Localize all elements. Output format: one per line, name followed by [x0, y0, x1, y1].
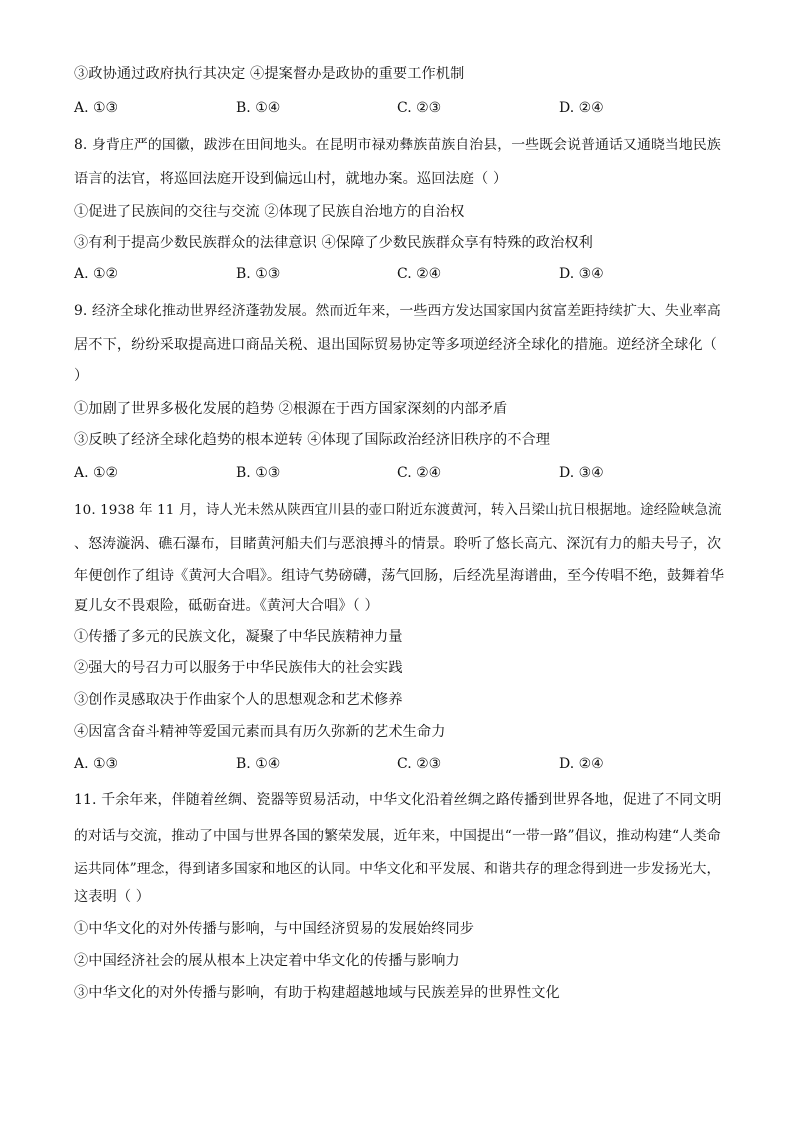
q9-statement-line-2: ③反映了经济全球化趋势的根本逆转 ④体现了国际政治经济旧秩序的不合理 — [74, 432, 551, 448]
q8-option-c[interactable]: C. ②④ — [397, 266, 442, 282]
q10-statement-1: ①传播了多元的民族文化，凝聚了中华民族精神力量 — [74, 629, 403, 645]
q8-stem-line-2: 语言的法官，将巡回法庭开设到偏远山村，就地办案。巡回法庭（ ） — [74, 171, 508, 187]
q10-statement-3: ③创作灵感取决于作曲家个人的思想观念和艺术修养 — [74, 692, 403, 708]
q9-option-b[interactable]: B. ①③ — [236, 465, 281, 481]
q11-stem-line-4: 这表明（ ） — [74, 889, 151, 905]
q9-option-c[interactable]: C. ②④ — [397, 465, 442, 481]
q9-options — [74, 463, 724, 483]
q11-stem-line-1: 11. 千余年来，伴随着丝绸、瓷器等贸易活动，中华文化沿着丝绸之路传播到世界各地，促进了不同文明 — [74, 792, 722, 808]
q10-options — [74, 754, 724, 774]
q8-option-a[interactable]: A. ①② — [74, 266, 119, 282]
q10-option-b[interactable]: B. ①④ — [236, 756, 281, 772]
q8-option-d[interactable]: D. ③④ — [559, 266, 604, 282]
q11-stem-line-3: 运共同体”理念，得到诸多国家和地区的认同。中华文化和平发展、和谐共存的理念得到进一步发扬光大， — [74, 861, 721, 877]
q10-stem-line-3: 年便创作了组诗《黄河大合唱》。组诗气势磅礴，荡气回肠，后经冼星海谱曲，至今传唱不绝，鼓舞着华 — [74, 568, 725, 584]
q10-option-d[interactable]: D. ②④ — [559, 756, 604, 772]
q9-stem-line-3: ） — [74, 368, 89, 384]
q9-option-d[interactable]: D. ③④ — [559, 465, 604, 481]
q7-statement-line: ③政协通过政府执行其决定 ④提案督办是政协的重要工作机制 — [74, 66, 465, 82]
q7-option-b[interactable]: B. ①④ — [236, 100, 281, 116]
q9-option-a[interactable]: A. ①② — [74, 465, 119, 481]
q9-stem-line-2: 居不下，纷纷采取提高进口商品关税、退出国际贸易协定等多项逆经济全球化的措施。逆经济全球化（ — [74, 337, 717, 353]
q10-stem-line-4: 夏儿女不畏艰险，砥砺奋进。《黄河大合唱》（ ） — [74, 598, 379, 614]
q7-options — [74, 98, 724, 118]
q10-statement-2: ②强大的号召力可以服务于中华民族伟大的社会实践 — [74, 660, 403, 676]
q11-statement-1: ①中华文化的对外传播与影响，与中国经济贸易的发展始终同步 — [74, 921, 475, 937]
q8-statement-line-2: ③有利于提高少数民族群众的法律意识 ④保障了少数民族群众享有特殊的政治权利 — [74, 235, 593, 251]
q11-statement-3: ③中华文化的对外传播与影响，有助于构建超越地域与民族差异的世界性文化 — [74, 985, 560, 1001]
q10-option-c[interactable]: C. ②③ — [397, 756, 442, 772]
q10-statement-4: ④因富含奋斗精神等爱国元素而具有历久弥新的艺术生命力 — [74, 724, 446, 740]
q11-stem-line-2: 的对话与交流，推动了中国与世界各国的繁荣发展，近年来，中国提出“一带一路”倡议，推动构建“人类命 — [74, 828, 721, 844]
q8-statement-line-1: ①促进了民族间的交往与交流 ②体现了民族自治地方的自治权 — [74, 204, 465, 220]
q8-options — [74, 264, 724, 284]
q10-stem-line-2: 、怒涛漩涡、礁石瀑布，目睹黄河船夫们与恶浪搏斗的情景。聆听了悠长高亢、深沉有力的船夫号子，次 — [74, 536, 722, 552]
q10-stem-line-1: 10. 1938 年 11 月，诗人光未然从陕西宜川县的壶口附近东渡黄河，转入吕梁山抗日根据地。途经险峡急流 — [74, 502, 722, 518]
q11-statement-2: ②中国经济社会的展从根本上决定着中华文化的传播与影响力 — [74, 953, 460, 969]
q7-option-c[interactable]: C. ②③ — [397, 100, 442, 116]
q8-option-b[interactable]: B. ①③ — [236, 266, 281, 282]
q10-option-a[interactable]: A. ①③ — [74, 756, 119, 772]
q7-option-a[interactable]: A. ①③ — [74, 100, 119, 116]
q9-stem-line-1: 9. 经济全球化推动世界经济蓬勃发展。然而近年来，一些西方发达国家国内贫富差距持续扩大、失业率高 — [74, 303, 721, 319]
q8-stem-line-1: 8. 身背庄严的国徽，跋涉在田间地头。在昆明市禄劝彝族苗族自治县，一些既会说普通话又通晓当地民族 — [74, 137, 721, 153]
q9-statement-line-1: ①加剧了世界多极化发展的趋势 ②根源在于西方国家深刻的内部矛盾 — [74, 401, 508, 417]
q7-option-d[interactable]: D. ②④ — [559, 100, 604, 116]
